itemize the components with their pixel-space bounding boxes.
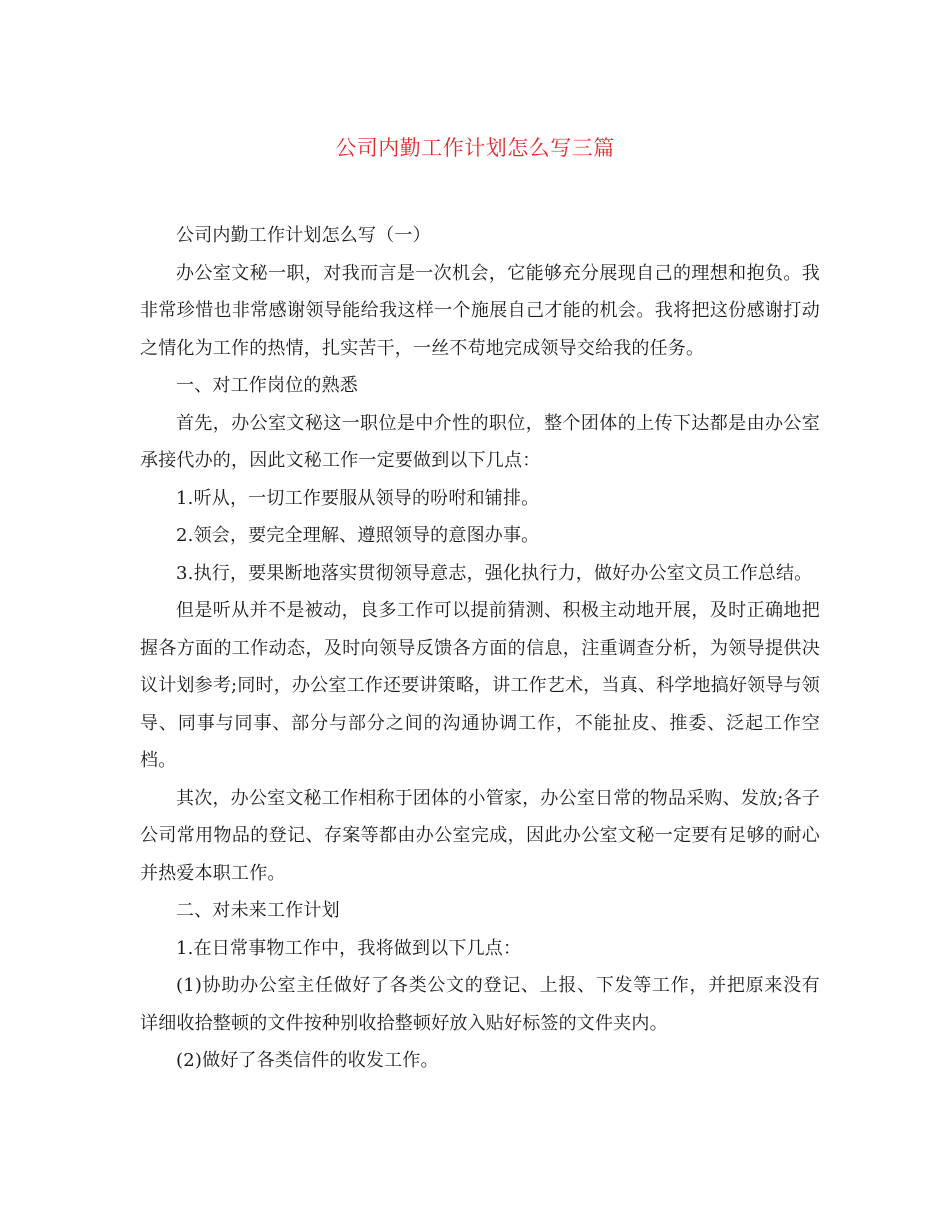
paragraph-section-heading: 公司内勤工作计划怎么写（一） [176,225,431,246]
list-item: 1.听从，一切工作要服从领导的吩咐和铺排。 [176,487,540,509]
paragraph: 首先，办公室文秘这一职位是中介性的职位，整个团体的上传下达都是由办公室承接代办的，因此文秘工作一定要做到以下几点： [140,412,820,471]
paragraph-heading: 一、对工作岗位的熟悉 [176,375,358,396]
paragraph-heading: 二、对未来工作计划 [176,900,340,921]
paragraph: 但是听从并不是被动，良多工作可以提前猜测、积极主动地开展，及时正确地把握各方面的工作动态，及时向领导反馈各方面的信息，注重调查分析，为领导提供决议计划参考;同时，办公室工作还要讲策略，讲工作艺术，当真、科学地搞好领导与领导、同事与同事、部分与部分之间的沟通协调工作，不能扯皮、推委、泛起工作空档。 [140,600,820,771]
paragraph: 其次，办公室文秘工作相称于团体的小管家，办公室日常的物品采购、发放;各子公司常用物品的登记、存案等都由办公室完成，因此办公室文秘一定要有足够的耐心并热爱本职工作。 [140,787,820,884]
list-item: 2.领会，要完全理解、遵照领导的意图办事。 [176,525,540,546]
list-item: 1.在日常事物工作中，我将做到以下几点： [176,937,522,959]
list-item: 3.执行，要果断地落实贯彻领导意志，强化执行力，做好办公室文员工作总结。 [176,562,813,584]
paragraph: 办公室文秘一职，对我而言是一次机会，它能够充分展现自己的理想和抱负。我非常珍惜也非常感谢领导能给我这样一个施展自己才能的机会。我将把这份感谢打动之情化为工作的热情，扎实苦干，一丝不苟地完成领导交给我的任务。 [140,262,820,359]
list-item: (1)协助办公室主任做好了各类公文的登记、上报、下发等工作，并把原来没有详细收拾整顿的文件按种别收拾整顿好放入贴好标签的文件夹内。 [140,975,820,1034]
document-body [140,217,820,1080]
list-item: (2)做好了各类信件的收发工作。 [176,1050,439,1071]
document-title: 公司内勤工作计划怎么写三篇 [335,136,615,160]
